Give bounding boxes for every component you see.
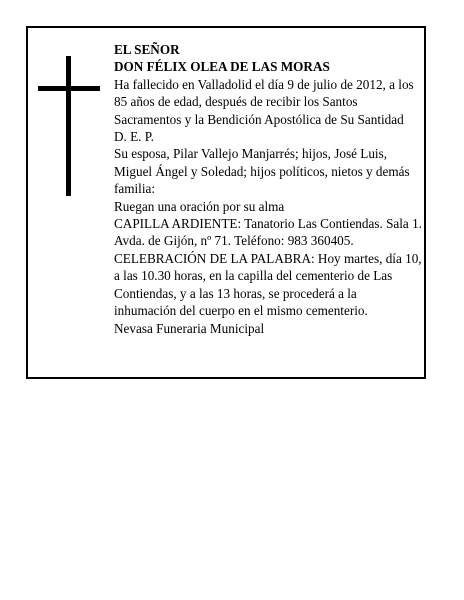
- chapel-info: CAPILLA ARDIENTE: Tanatorio Las Contiendas. Sala 1. Avda. de Gijón, nº 71. Teléfono: 983 360405.: [114, 216, 422, 249]
- funeral-home: Nevasa Funeraria Municipal: [114, 320, 265, 336]
- cross-vertical-bar: [66, 56, 71, 196]
- prayer-request: Ruegan una oración por su alma: [114, 198, 285, 214]
- notice-text: [114, 41, 422, 337]
- obituary-notice: [26, 26, 426, 379]
- death-announcement: Ha fallecido en Valladolid el día 9 de julio de 2012, a los 85 años de edad, después de recibir los Santos Sacramentos y la Bendición Apostólica de Su Santidad: [114, 76, 414, 127]
- deceased-name: DON FÉLIX OLEA DE LAS MORAS: [114, 59, 330, 75]
- celebration-info: CELEBRACIÓN DE LA PALABRA: Hoy martes, día 10, a las 10.30 horas, en la capilla del cementerio de Las Contiendas, y a las 13 horas, se procederá a la inhumación del cuerpo en el mismo cementerio.: [114, 250, 422, 319]
- cross-icon: [38, 56, 100, 196]
- family-list: Su esposa, Pilar Vallejo Manjarrés; hijos, José Luis, Miguel Ángel y Soledad; hijos políticos, nietos y demás familia:: [114, 146, 410, 197]
- cross-horizontal-bar: [38, 86, 100, 91]
- dep-abbreviation: D. E. P.: [114, 129, 154, 145]
- honorific: EL SEÑOR: [114, 42, 180, 57]
